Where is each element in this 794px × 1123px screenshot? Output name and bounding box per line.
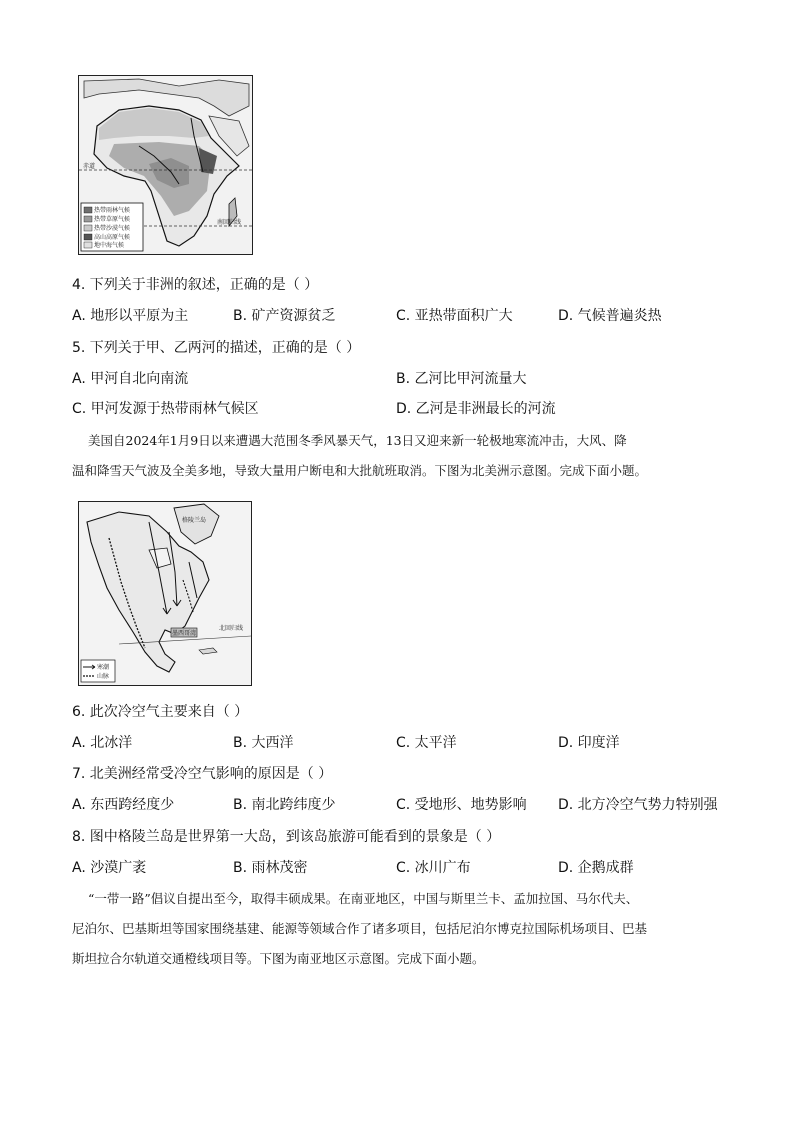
q7-option-d[interactable]: D. 北方冷空气势力特别强: [558, 797, 718, 813]
tropic-label: 南回归线: [217, 219, 242, 226]
passage-line: 斯坦拉合尔轨道交通橙线项目等。下图为南亚地区示意图。完成下面小题。: [72, 951, 485, 966]
q6-option-d[interactable]: D. 印度洋: [558, 735, 620, 751]
svg-text:山脉: 山脉: [97, 673, 110, 680]
q6-option-a[interactable]: A. 北冰洋: [72, 735, 133, 751]
svg-text:热带沙漠气候: 热带沙漠气候: [94, 225, 131, 232]
passage-line: 温和降雪天气波及全美多地，导致大量用户断电和大批航班取消。下图为北美洲示意图。完成下面小题。: [72, 463, 648, 478]
north-america-map-figure: [78, 501, 252, 686]
tropic-of-cancer-label: 北回归线: [219, 625, 244, 632]
q4-option-b[interactable]: B. 矿产资源贫乏: [233, 308, 336, 324]
q8-option-b[interactable]: B. 雨林茂密: [233, 860, 308, 876]
q6-option-c[interactable]: C. 太平洋: [396, 735, 457, 751]
africa-legend: [81, 203, 143, 251]
africa-map-figure: [78, 75, 253, 255]
q8-option-a[interactable]: A. 沙漠广袤: [72, 860, 147, 876]
svg-text:地中海气候: 地中海气候: [94, 242, 125, 249]
north-america-map: [79, 502, 251, 685]
question-6-stem: 6. 此次冷空气主要来自（ ）: [72, 704, 249, 720]
greenland-label: 格陵兰岛: [182, 517, 207, 524]
passage-line: “一带一路”倡议自提出至今，取得丰硕成果。在南亚地区，中国与斯里兰卡、孟加拉国、马尔代夫、: [88, 891, 639, 906]
question-4-stem: 4. 下列关于非洲的叙述，正确的是（ ）: [72, 277, 319, 293]
gulf-label: 墨西哥湾: [172, 630, 197, 637]
passage-line: 尼泊尔、巴基斯坦等国家围绕基建、能源等领域合作了诸多项目，包括尼泊尔博克拉国际机场项目、巴基: [72, 921, 648, 936]
q7-option-c[interactable]: C. 受地形、地势影响: [396, 797, 527, 813]
q4-option-d[interactable]: D. 气候普遍炎热: [558, 308, 662, 324]
passage-us-cold-wave: [72, 431, 728, 478]
q5-option-c[interactable]: C. 甲河发源于热带雨林气候区: [72, 401, 259, 417]
q7-option-a[interactable]: A. 东西跨经度少: [72, 797, 175, 813]
q4-option-a[interactable]: A. 地形以平原为主: [72, 308, 189, 324]
q4-option-c[interactable]: C. 亚热带面积广大: [396, 308, 513, 324]
q8-option-c[interactable]: C. 冰川广布: [396, 860, 471, 876]
passage-line: 美国自2024年1月9日以来遭遇大范围冬季风暴天气，13日又迎来新一轮极地寒流冲击，大风、降: [88, 433, 627, 448]
svg-text:寒潮: 寒潮: [97, 664, 110, 671]
na-legend: [81, 660, 115, 682]
equator-label: 赤道: [83, 163, 96, 170]
q5-option-d[interactable]: D. 乙河是非洲最长的河流: [396, 401, 556, 417]
q5-option-a[interactable]: A. 甲河自北向南流: [72, 371, 189, 387]
question-7-stem: 7. 北美洲经常受冷空气影响的原因是（ ）: [72, 766, 333, 782]
q8-option-d[interactable]: D. 企鹅成群: [558, 860, 634, 876]
svg-text:热带草原气候: 热带草原气候: [94, 216, 131, 223]
q7-option-b[interactable]: B. 南北跨纬度少: [233, 797, 336, 813]
svg-text:高山高原气候: 高山高原气候: [94, 234, 131, 241]
q6-option-b[interactable]: B. 大西洋: [233, 735, 294, 751]
q5-option-b[interactable]: B. 乙河比甲河流量大: [396, 371, 527, 387]
svg-text:热带雨林气候: 热带雨林气候: [94, 207, 131, 214]
question-5-stem: 5. 下列关于甲、乙两河的描述，正确的是（ ）: [72, 340, 361, 356]
passage-belt-and-road: [72, 889, 728, 969]
africa-map: [79, 76, 252, 254]
question-8-stem: 8. 图中格陵兰岛是世界第一大岛，到该岛旅游可能看到的景象是（ ）: [72, 829, 501, 845]
